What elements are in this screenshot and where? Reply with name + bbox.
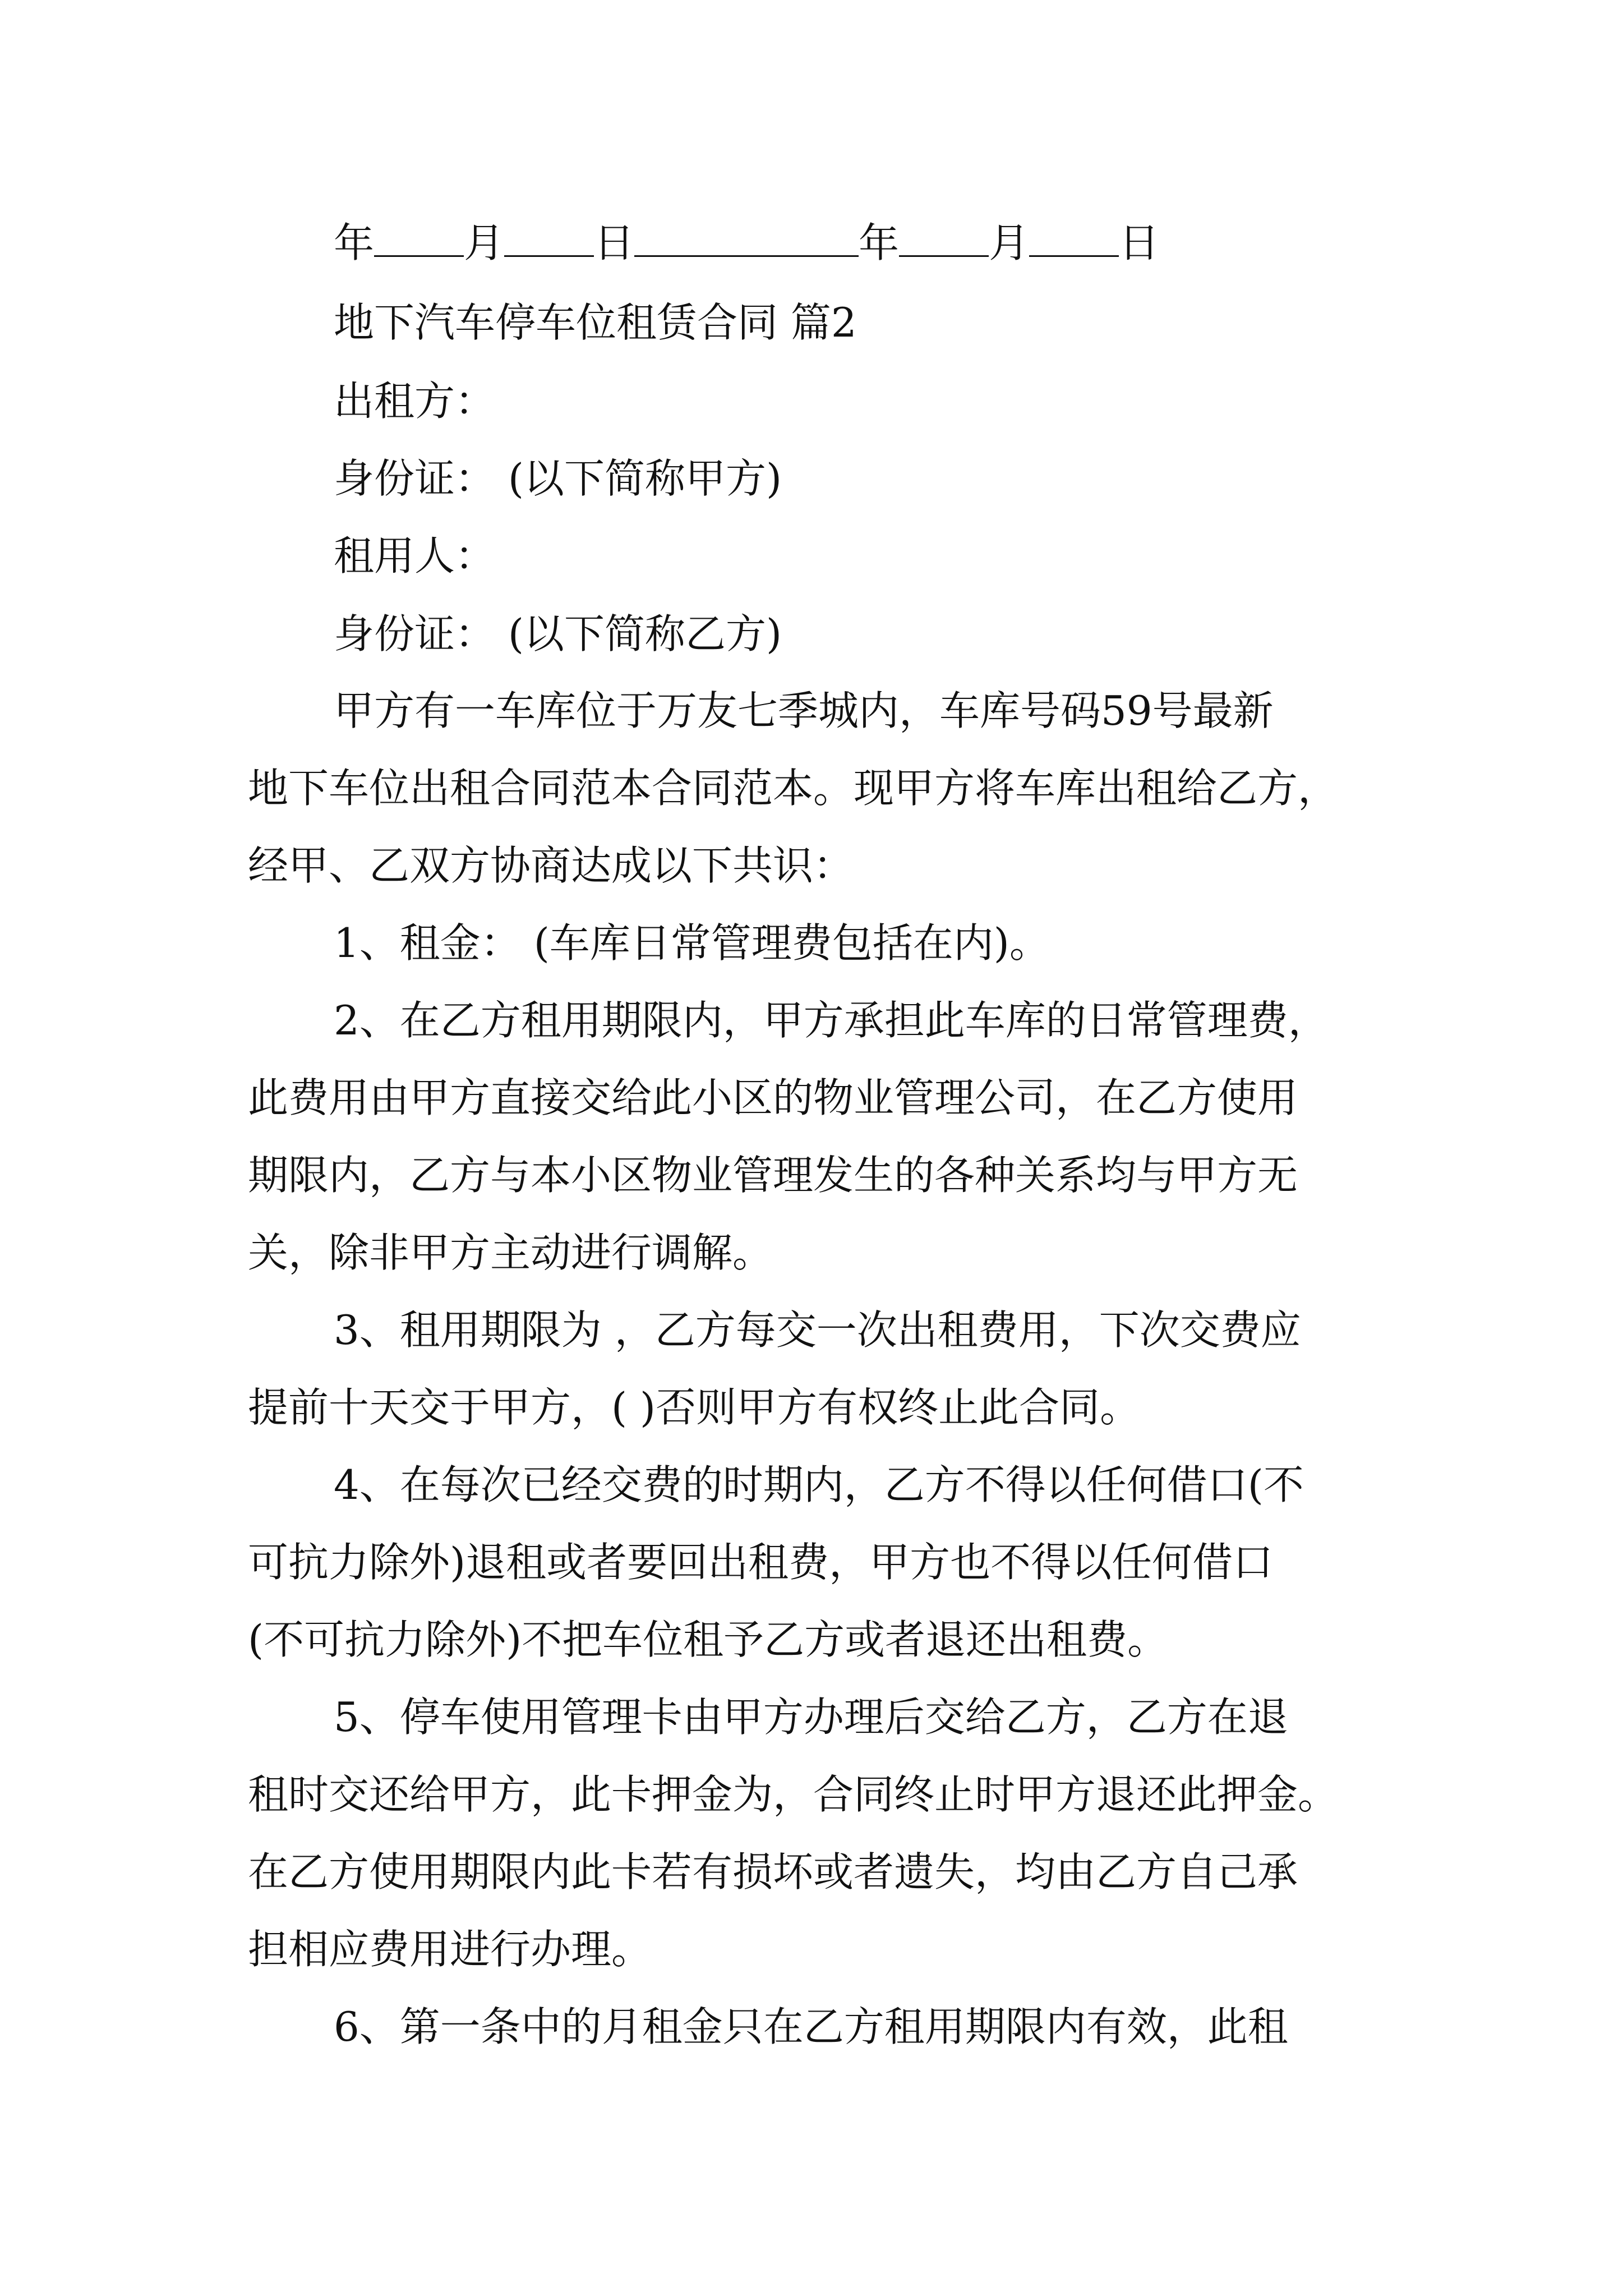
body-line: 在乙方使用期限内此卡若有损坏或者遗失，均由乙方自己承 xyxy=(248,1848,1298,1895)
lessee-label: 租用人： xyxy=(334,532,496,579)
day-blank-1 xyxy=(504,222,594,257)
lessor-label: 出租方： xyxy=(334,378,496,425)
month-label-2: 月 xyxy=(989,219,1030,266)
body-line: 关，除非甲方主动进行调解。 xyxy=(248,1229,773,1276)
lessee-id-line: 身份证： (以下简称乙方) xyxy=(334,610,782,657)
clause-2: 2、在乙方租用期限内，甲方承担此车库的日常管理费， xyxy=(334,997,1329,1044)
contract-heading: 地下汽车停车位租赁合同 篇2 xyxy=(334,299,857,346)
body-line: 此费用由甲方直接交给此小区的物业管理公司，在乙方使用 xyxy=(248,1074,1298,1121)
body-line: (不可抗力除外)不把车位租予乙方或者退还出租费。 xyxy=(248,1616,1168,1663)
clause-6: 6、第一条中的月租金只在乙方租用期限内有效，此租 xyxy=(334,2003,1288,2050)
day-label-2: 日 xyxy=(1119,219,1160,266)
clause-1: 1、租金： (车库日常管理费包括在内)。 xyxy=(334,919,1050,967)
year-blank-2 xyxy=(634,222,859,257)
day-blank-2 xyxy=(1029,222,1119,257)
body-line: 地下车位出租合同范本合同范本。现甲方将车库出租给乙方， xyxy=(248,765,1339,812)
day-label-1: 日 xyxy=(594,219,635,266)
body-line: 可抗力除外)退租或者要回出租费，甲方也不得以任何借口 xyxy=(248,1539,1274,1586)
body-line: 担相应费用进行办理。 xyxy=(248,1926,652,1973)
clause-5: 5、停车使用管理卡由甲方办理后交给乙方，乙方在退 xyxy=(334,1694,1288,1741)
month-blank-2 xyxy=(899,222,989,257)
body-line: 提前十天交于甲方，( )否则甲方有权终止此合同。 xyxy=(248,1384,1141,1431)
year-label-2: 年 xyxy=(859,219,900,266)
body-line: 期限内，乙方与本小区物业管理发生的各种关系均与甲方无 xyxy=(248,1152,1298,1199)
clause-3: 3、租用期限为 ，乙方每交一次出租费用，下次交费应 xyxy=(334,1306,1301,1354)
clause-4: 4、在每次已经交费的时期内，乙方不得以任何借口(不 xyxy=(334,1461,1304,1508)
date-signature-line xyxy=(334,218,1159,274)
year-label-1: 年 xyxy=(334,219,375,266)
month-blank-1 xyxy=(374,222,464,257)
lessor-id-line: 身份证： (以下简称甲方) xyxy=(334,455,782,502)
body-line: 甲方有一车库位于万友七季城内，车库号码59号最新 xyxy=(334,687,1274,734)
body-line: 经甲、乙双方协商达成以下共识： xyxy=(248,842,854,889)
month-label-1: 月 xyxy=(464,219,505,266)
body-line: 租时交还给甲方，此卡押金为，合同终止时甲方退还此押金。 xyxy=(248,1771,1339,1818)
